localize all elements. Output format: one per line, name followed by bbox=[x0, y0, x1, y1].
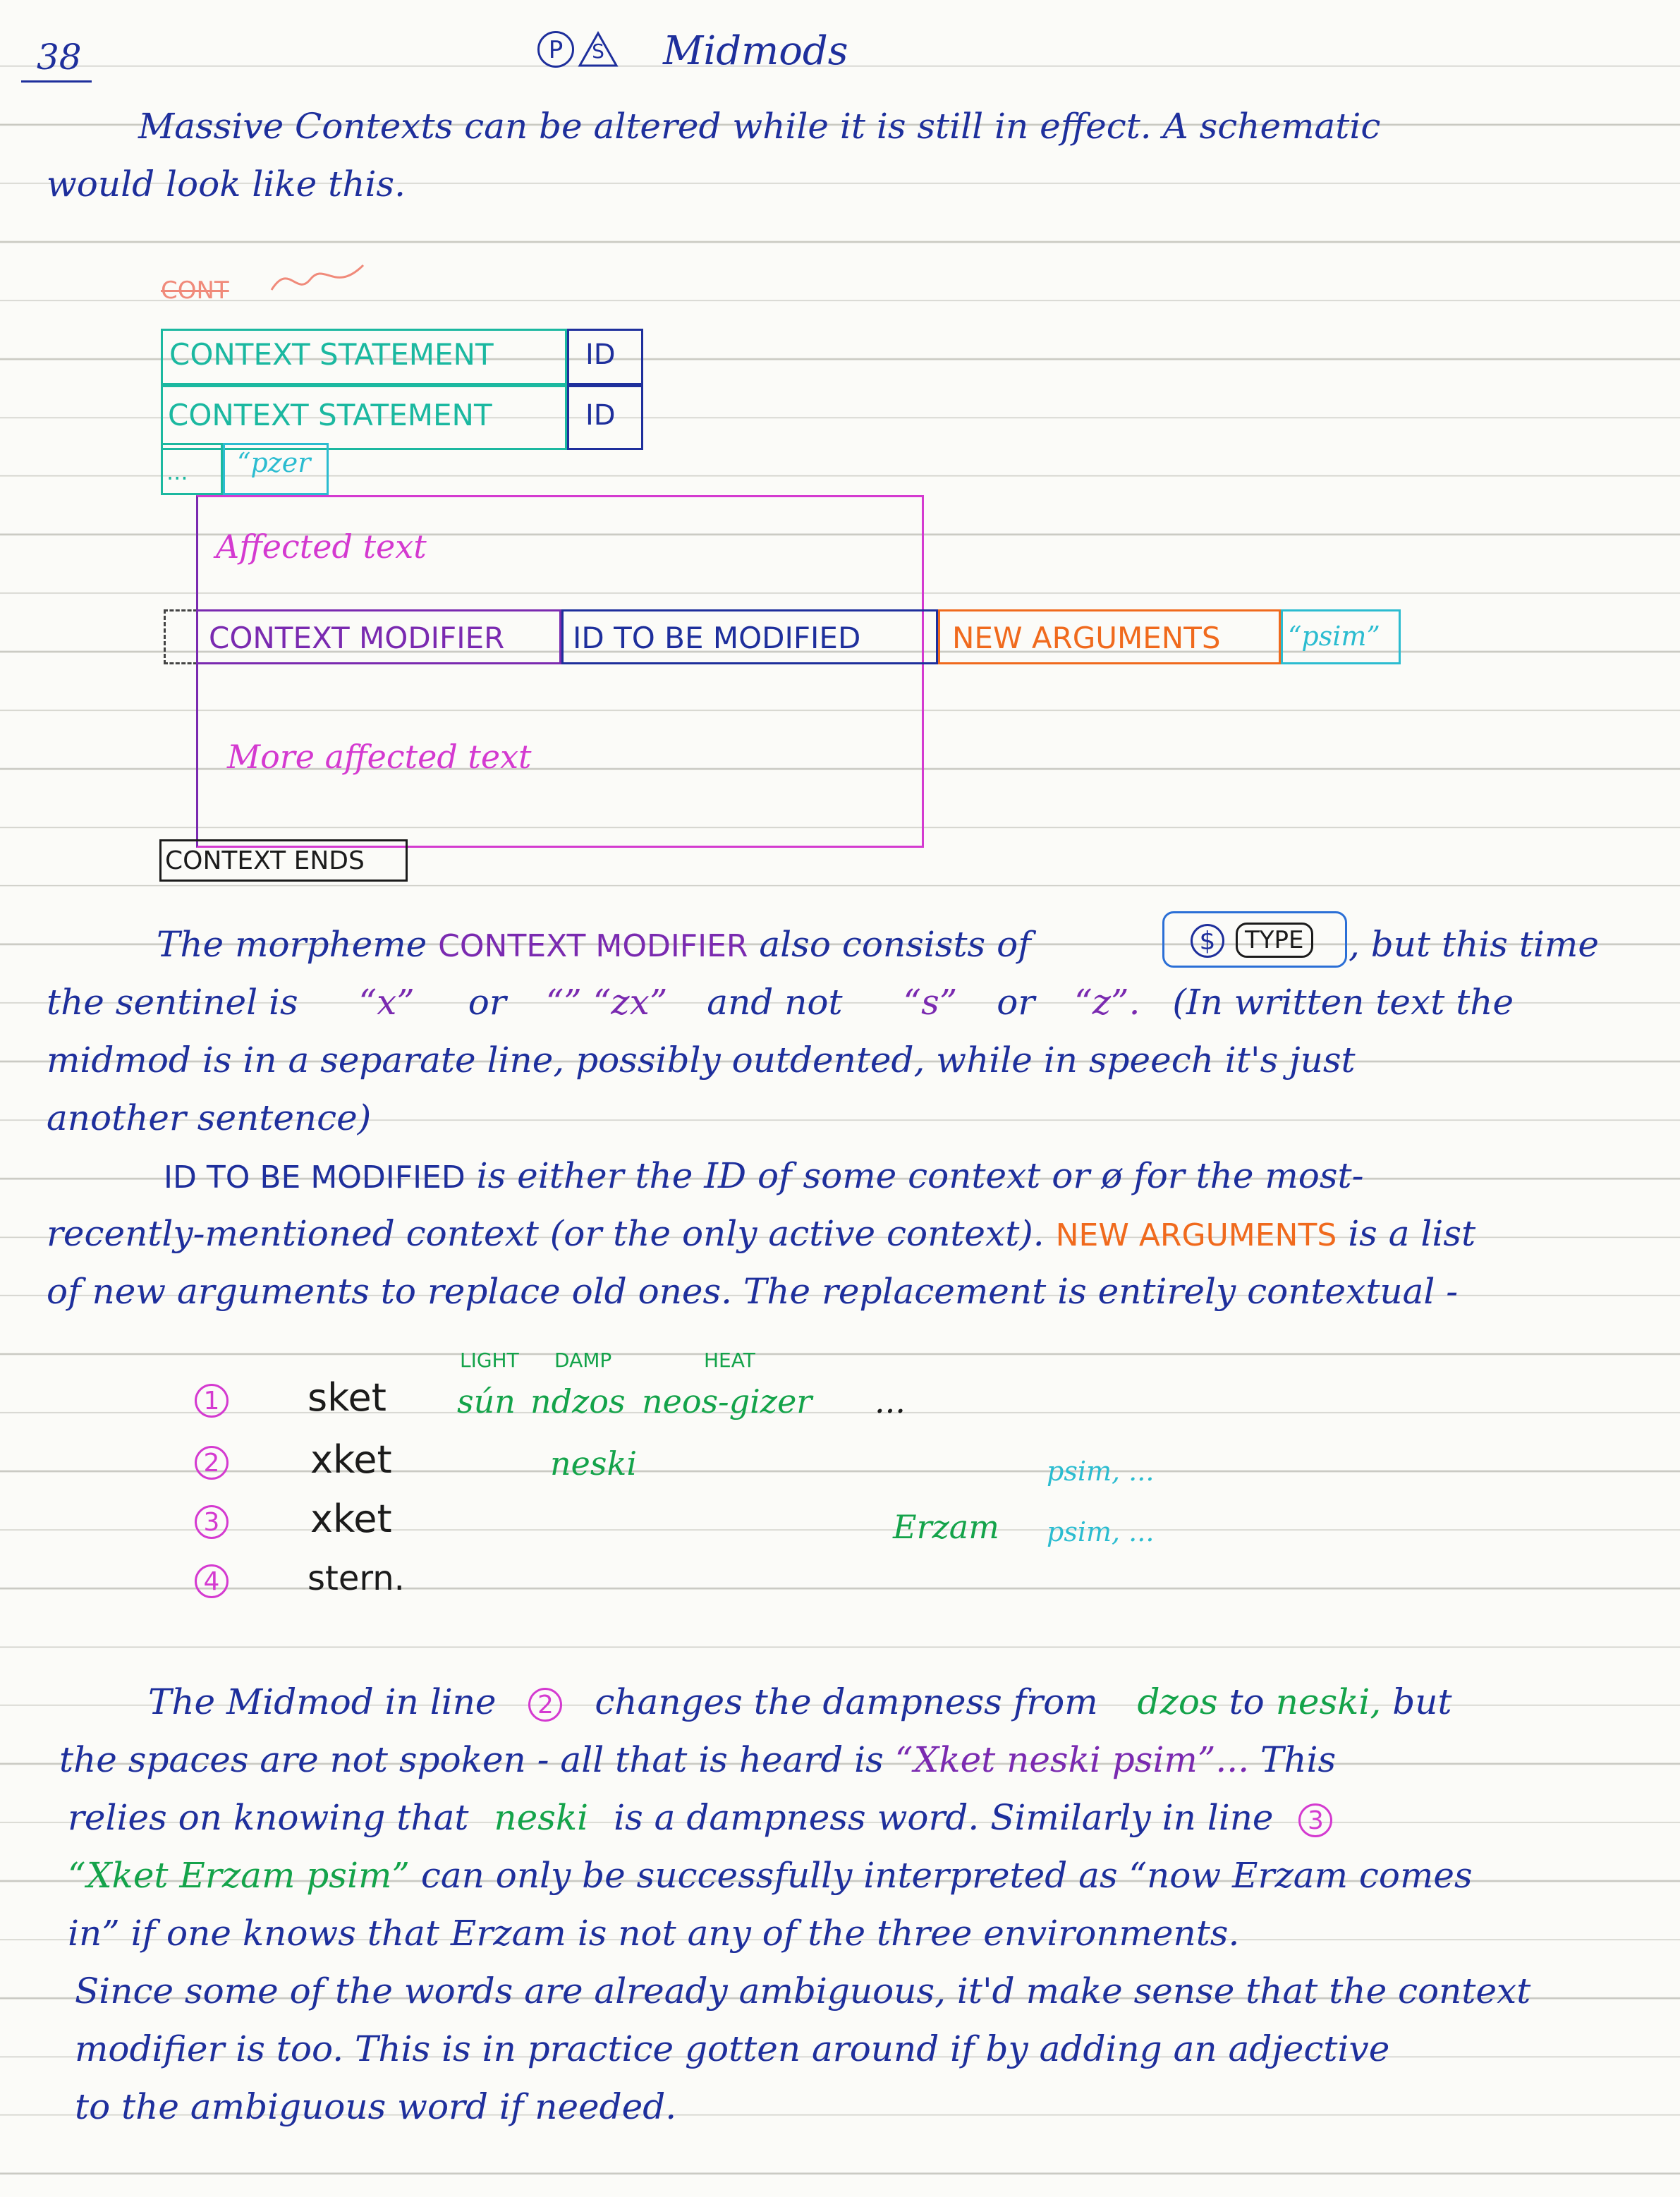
s-triangle-icon: S bbox=[578, 31, 619, 68]
affected-text: Affected text bbox=[216, 528, 427, 566]
context-statement-1: CONTEXT STATEMENT bbox=[169, 337, 494, 372]
para3-line1: The Midmod in line 2 changes the dampness from dzos to neski, but bbox=[148, 1681, 1452, 1722]
example-4-head: stern. bbox=[308, 1559, 405, 1598]
header-badges bbox=[537, 31, 619, 68]
para2-line1: ID TO BE MODIFIED is either the ID of some context or ø for the most- bbox=[164, 1155, 1364, 1196]
ellipsis: ... bbox=[166, 458, 188, 485]
para2-line3: of new arguments to replace old ones. The replacement is entirely contextual - bbox=[47, 1271, 1459, 1312]
para1-line1-end: , but this time bbox=[1349, 924, 1599, 965]
intro-line-2: would look like this. bbox=[47, 164, 406, 205]
p-badge-icon: P bbox=[537, 31, 574, 68]
cont-label: CONT bbox=[161, 276, 229, 305]
new-arguments: NEW ARGUMENTS bbox=[952, 621, 1221, 655]
page-title: Midmods bbox=[663, 28, 848, 74]
example-1-damp: ndzos bbox=[530, 1382, 626, 1420]
id-to-be-modified: ID TO BE MODIFIED bbox=[573, 621, 861, 655]
example-number-2: 2 bbox=[195, 1446, 229, 1480]
id-label-2: ID bbox=[585, 399, 616, 432]
example-1-tail: ... bbox=[875, 1382, 906, 1420]
para1-line2: the sentinel is “x” or “” “zx” and not “s” or “z”. (In written text the bbox=[47, 982, 1514, 1023]
para3-line5: in” if one knows that Erzam is not any of the three environments. bbox=[68, 1913, 1240, 1954]
psim-label: “psim” bbox=[1288, 621, 1380, 652]
example-2-damp: neski bbox=[550, 1444, 638, 1483]
para3-line8: to the ambiguous word if needed. bbox=[75, 2086, 677, 2127]
para1-line1: The morpheme CONTEXT MODIFIER also consists of bbox=[157, 924, 1031, 965]
page-number: 38 bbox=[37, 37, 82, 78]
example-2-tail: psim, ... bbox=[1047, 1456, 1155, 1487]
context-modifier: CONTEXT MODIFIER bbox=[209, 621, 505, 655]
para1-line3: midmod is in a separate line, possibly outdented, while in speech it's just bbox=[47, 1040, 1356, 1081]
context-statement-2: CONTEXT STATEMENT bbox=[168, 398, 492, 432]
column-label-light: LIGHT bbox=[460, 1349, 519, 1372]
intro-line-1: Massive Contexts can be altered while it is still in effect. A schematic bbox=[138, 106, 1381, 147]
para3-line4: “Xket Erzam psim” can only be successfully interpreted as “now Erzam comes bbox=[68, 1855, 1473, 1896]
para3-line3: relies on knowing that neski is a dampness word. Similarly in line 3 bbox=[68, 1789, 1332, 1847]
para1-line4: another sentence) bbox=[47, 1097, 372, 1138]
example-3-tail: psim, ... bbox=[1047, 1516, 1155, 1547]
outdent-dashed-box bbox=[164, 609, 197, 664]
column-label-heat: HEAT bbox=[704, 1349, 755, 1372]
para2-line2: recently-mentioned context (or the only active context). NEW ARGUMENTS is a list bbox=[47, 1213, 1476, 1254]
pzer-label: “pzer bbox=[237, 447, 311, 478]
example-1-head: sket bbox=[308, 1375, 386, 1420]
column-label-damp: DAMP bbox=[554, 1349, 612, 1372]
example-1-heat: neos-gizer bbox=[642, 1382, 812, 1420]
example-number-1: 1 bbox=[195, 1384, 229, 1418]
example-3-heat: Erzam bbox=[893, 1508, 999, 1546]
para3-line7: modifier is too. This is in practice gotten around if by adding an adjective bbox=[75, 2028, 1390, 2069]
example-number-4: 4 bbox=[195, 1564, 229, 1598]
cont-scribble-icon bbox=[268, 258, 367, 300]
page-number-rule bbox=[21, 80, 92, 83]
para3-line6: Since some of the words are already ambiguous, it'd make sense that the context bbox=[75, 1971, 1531, 2012]
example-number-3: 3 bbox=[195, 1505, 229, 1539]
type-badge: TYPE bbox=[1236, 923, 1313, 958]
id-label-1: ID bbox=[585, 339, 616, 371]
context-ends: CONTEXT ENDS bbox=[165, 846, 365, 875]
dollar-badge-icon: $ bbox=[1191, 924, 1224, 958]
para3-line2: the spaces are not spoken - all that is heard is “Xket neski psim”... This bbox=[59, 1739, 1337, 1780]
example-2-head: xket bbox=[310, 1437, 392, 1482]
more-affected-text: More affected text bbox=[227, 738, 532, 776]
example-1-light: sún bbox=[457, 1382, 516, 1420]
example-3-head: xket bbox=[310, 1497, 392, 1541]
